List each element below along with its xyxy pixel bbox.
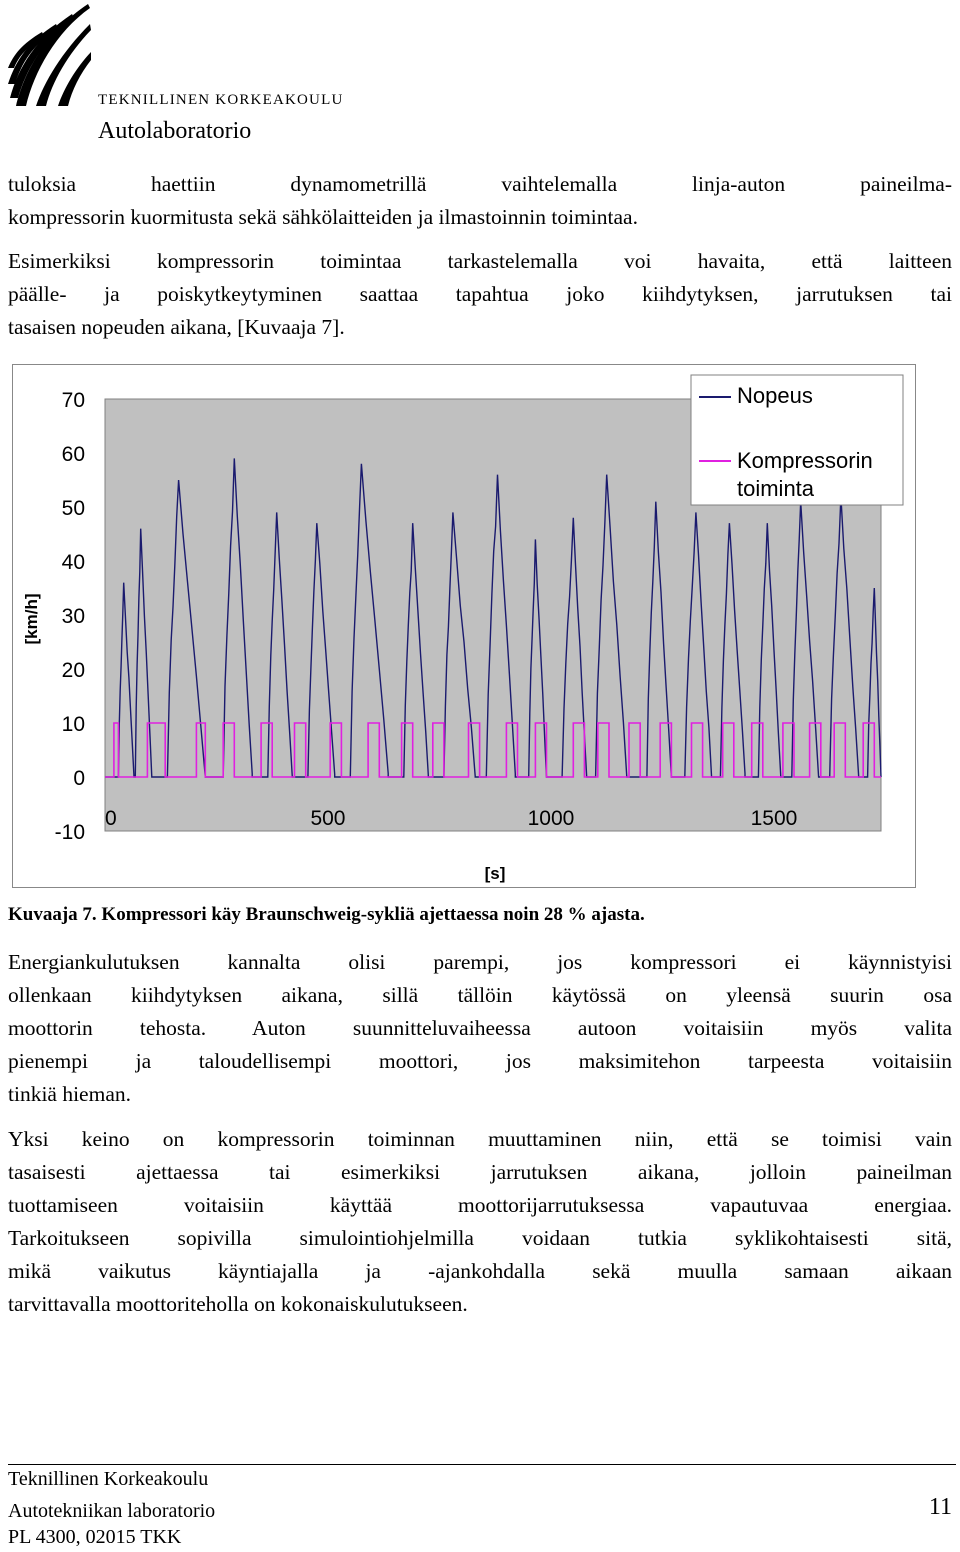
legend-label-speed: Nopeus bbox=[737, 383, 813, 408]
y-axis-label: [km/h] bbox=[22, 593, 41, 645]
x-tick-label: 500 bbox=[310, 807, 346, 830]
department-name: Autolaboratorio bbox=[98, 118, 252, 144]
figure-caption: Kuvaaja 7. Kompressori käy Braunschweig-sykliä ajettaessa noin 28 % ajasta. bbox=[8, 904, 645, 925]
university-logo bbox=[6, 2, 92, 108]
footer-divider bbox=[8, 1464, 956, 1465]
paragraph-3 bbox=[8, 946, 952, 1111]
text-line: moottorin tehosta. Auton suunnitteluvaiheessa autoon voitaisiin myös valita bbox=[8, 1016, 952, 1040]
legend-label-compressor: Kompressorin bbox=[737, 448, 873, 473]
footer-address: PL 4300, 02015 TKK bbox=[8, 1526, 182, 1548]
text-line: kompressorin kuormitusta sekä sähkölaitteiden ja ilmastoinnin toimintaa. bbox=[8, 205, 638, 229]
text-line: pienempi ja taloudellisempi moottori, jos maksimitehon tarpeesta voitaisiin bbox=[8, 1049, 952, 1073]
x-axis-label: [s] bbox=[484, 864, 506, 883]
text-line: tuottamiseen voitaisiin käyttää moottorijarrutuksessa vapautuvaa energiaa. bbox=[8, 1193, 952, 1217]
text-line: mikä vaikutus käyntiajalla ja -ajankohdalla sekä muulla samaan aikaan bbox=[8, 1259, 952, 1283]
text-line: tuloksia haettiin dynamometrillä vaihtelemalla linja-auton paineilma- bbox=[8, 172, 952, 196]
organization-name: TEKNILLINEN KORKEAKOULU bbox=[98, 92, 344, 108]
text-line: Tarkoitukseen sopivilla simulointiohjelmilla voidaan tutkia syklikohtaisesti sitä, bbox=[8, 1226, 952, 1250]
text-line: tinkiä hieman. bbox=[8, 1082, 131, 1106]
text-line: Yksi keino on kompressorin toiminnan muuttaminen niin, että se toimisi vain bbox=[8, 1127, 952, 1151]
y-tick-label: 50 bbox=[61, 497, 85, 520]
footer-laboratory: Autotekniikan laboratorio bbox=[8, 1500, 216, 1522]
y-tick-label: 0 bbox=[73, 767, 85, 790]
x-tick-label: 1500 bbox=[750, 807, 798, 830]
text-line: ollenkaan kiihdytyksen aikana, sillä tällöin käytössä on yleensä suurin osa bbox=[8, 983, 952, 1007]
y-tick-label: -10 bbox=[54, 821, 85, 844]
y-tick-label: 30 bbox=[61, 605, 85, 628]
text-line: tasaisesti ajettaessa tai esimerkiksi jarrutuksen aikana, jolloin paineilman bbox=[8, 1160, 952, 1184]
y-tick-label: 10 bbox=[61, 713, 85, 736]
page-number: 11 bbox=[928, 1494, 952, 1520]
text-line: tasaisen nopeuden aikana, [Kuvaaja 7]. bbox=[8, 315, 345, 339]
speed-compressor-chart bbox=[13, 365, 915, 887]
chart-frame bbox=[12, 364, 916, 888]
x-tick-label: 0 bbox=[105, 807, 117, 830]
text-line: Energiankulutuksen kannalta olisi parempi, jos kompressori ei käynnistyisi bbox=[8, 950, 952, 974]
y-tick-label: 60 bbox=[61, 443, 85, 466]
paragraph-2 bbox=[8, 245, 952, 344]
y-tick-label: 70 bbox=[61, 389, 85, 412]
text-line: Esimerkiksi kompressorin toimintaa tarkastelemalla voi havaita, että laitteen bbox=[8, 249, 952, 273]
paragraph-4 bbox=[8, 1123, 952, 1321]
paragraph-1 bbox=[8, 168, 952, 234]
footer-university: Teknillinen Korkeakoulu bbox=[8, 1468, 209, 1490]
x-tick-label: 1000 bbox=[527, 807, 575, 830]
text-line: tarvittavalla moottoriteholla on kokonaiskulutukseen. bbox=[8, 1292, 468, 1316]
y-tick-label: 20 bbox=[61, 659, 85, 682]
legend-label-compressor: toiminta bbox=[737, 476, 815, 501]
y-tick-label: 40 bbox=[61, 551, 85, 574]
text-line: päälle- ja poiskytkeytyminen saattaa tapahtua joko kiihdytyksen, jarrutuksen tai bbox=[8, 282, 952, 306]
